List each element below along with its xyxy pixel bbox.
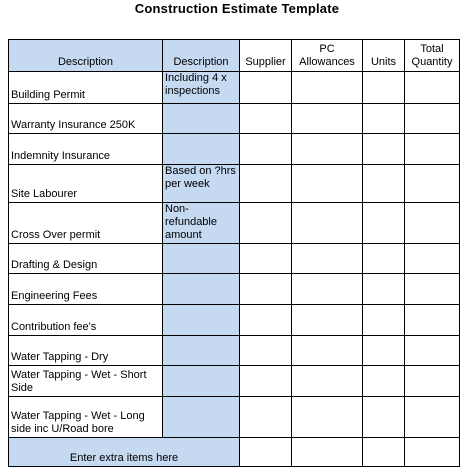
pc-allowance-cell[interactable] [292, 274, 363, 305]
supplier-cell[interactable] [240, 397, 292, 438]
header-pc-allowances: PC Allowances [292, 40, 363, 72]
units-cell[interactable] [363, 274, 405, 305]
pc-allowance-cell[interactable] [292, 104, 363, 134]
total-quantity-cell[interactable] [405, 305, 460, 336]
row-note[interactable]: Non-refundable amount [163, 203, 240, 244]
pc-allowance-cell[interactable] [292, 203, 363, 244]
units-cell[interactable] [363, 244, 405, 274]
table-row [9, 244, 460, 274]
row-description[interactable]: Engineering Fees [9, 274, 163, 305]
pc-allowance-cell[interactable] [292, 244, 363, 274]
table-row [9, 203, 460, 244]
supplier-cell[interactable] [240, 72, 292, 104]
row-note[interactable] [163, 244, 240, 274]
row-note[interactable] [163, 397, 240, 438]
table-footer-row [9, 438, 460, 467]
supplier-cell[interactable] [240, 274, 292, 305]
supplier-cell[interactable] [240, 438, 292, 467]
page-title: Construction Estimate Template [134, 1, 340, 16]
total-quantity-cell[interactable] [405, 134, 460, 165]
total-quantity-cell[interactable] [405, 165, 460, 203]
units-cell[interactable] [363, 336, 405, 366]
header-description: Description [9, 40, 163, 72]
supplier-cell[interactable] [240, 244, 292, 274]
pc-allowance-cell[interactable] [292, 165, 363, 203]
units-cell[interactable] [363, 397, 405, 438]
units-cell[interactable] [363, 72, 405, 104]
units-cell[interactable] [363, 305, 405, 336]
units-cell[interactable] [363, 366, 405, 397]
table-row [9, 72, 460, 104]
table-row [9, 397, 460, 438]
supplier-cell[interactable] [240, 104, 292, 134]
total-quantity-cell[interactable] [405, 438, 460, 467]
units-cell[interactable] [363, 438, 405, 467]
row-note[interactable] [163, 274, 240, 305]
row-note[interactable]: Based on ?hrs per week [163, 165, 240, 203]
row-description[interactable]: Drafting & Design [9, 244, 163, 274]
row-description[interactable]: Indemnity Insurance [9, 134, 163, 165]
total-quantity-cell[interactable] [405, 104, 460, 134]
table-row [9, 104, 460, 134]
header-units: Units [363, 40, 405, 72]
header-total-quantity: Total Quantity [405, 40, 460, 72]
pc-allowance-cell[interactable] [292, 397, 363, 438]
supplier-cell[interactable] [240, 305, 292, 336]
total-quantity-cell[interactable] [405, 244, 460, 274]
pc-allowance-cell[interactable] [292, 366, 363, 397]
row-note[interactable] [163, 366, 240, 397]
row-note[interactable]: Including 4 x inspections [163, 72, 240, 104]
header-supplier: Supplier [240, 40, 292, 72]
row-description[interactable]: Warranty Insurance 250K [9, 104, 163, 134]
supplier-cell[interactable] [240, 203, 292, 244]
total-quantity-cell[interactable] [405, 274, 460, 305]
total-quantity-cell[interactable] [405, 366, 460, 397]
pc-allowance-cell[interactable] [292, 438, 363, 467]
row-description[interactable]: Water Tapping - Dry [9, 336, 163, 366]
row-description[interactable]: Cross Over permit [9, 203, 163, 244]
total-quantity-cell[interactable] [405, 72, 460, 104]
pc-allowance-cell[interactable] [292, 72, 363, 104]
units-cell[interactable] [363, 165, 405, 203]
supplier-cell[interactable] [240, 366, 292, 397]
table-row [9, 366, 460, 397]
supplier-cell[interactable] [240, 336, 292, 366]
pc-allowance-cell[interactable] [292, 305, 363, 336]
table-row [9, 274, 460, 305]
units-cell[interactable] [363, 203, 405, 244]
estimate-table [8, 39, 460, 467]
total-quantity-cell[interactable] [405, 336, 460, 366]
row-note[interactable] [163, 104, 240, 134]
header-description-notes: Description [163, 40, 240, 72]
row-note[interactable] [163, 134, 240, 165]
row-description[interactable]: Water Tapping - Wet - Short Side [9, 366, 163, 397]
row-note[interactable] [163, 336, 240, 366]
supplier-cell[interactable] [240, 165, 292, 203]
supplier-cell[interactable] [240, 134, 292, 165]
units-cell[interactable] [363, 134, 405, 165]
total-quantity-cell[interactable] [405, 397, 460, 438]
row-description[interactable]: Site Labourer [9, 165, 163, 203]
pc-allowance-cell[interactable] [292, 134, 363, 165]
pc-allowance-cell[interactable] [292, 336, 363, 366]
table-row [9, 134, 460, 165]
row-note[interactable] [163, 305, 240, 336]
table-header-row [9, 40, 460, 72]
row-description[interactable]: Building Permit [9, 72, 163, 104]
table-row [9, 305, 460, 336]
row-description[interactable]: Water Tapping - Wet - Long side inc U/Road bore [9, 397, 163, 438]
table-row [9, 165, 460, 203]
units-cell[interactable] [363, 104, 405, 134]
enter-extra-items-cell[interactable]: Enter extra items here [9, 438, 240, 467]
row-description[interactable]: Contribution fee's [9, 305, 163, 336]
table-row [9, 336, 460, 366]
total-quantity-cell[interactable] [405, 203, 460, 244]
